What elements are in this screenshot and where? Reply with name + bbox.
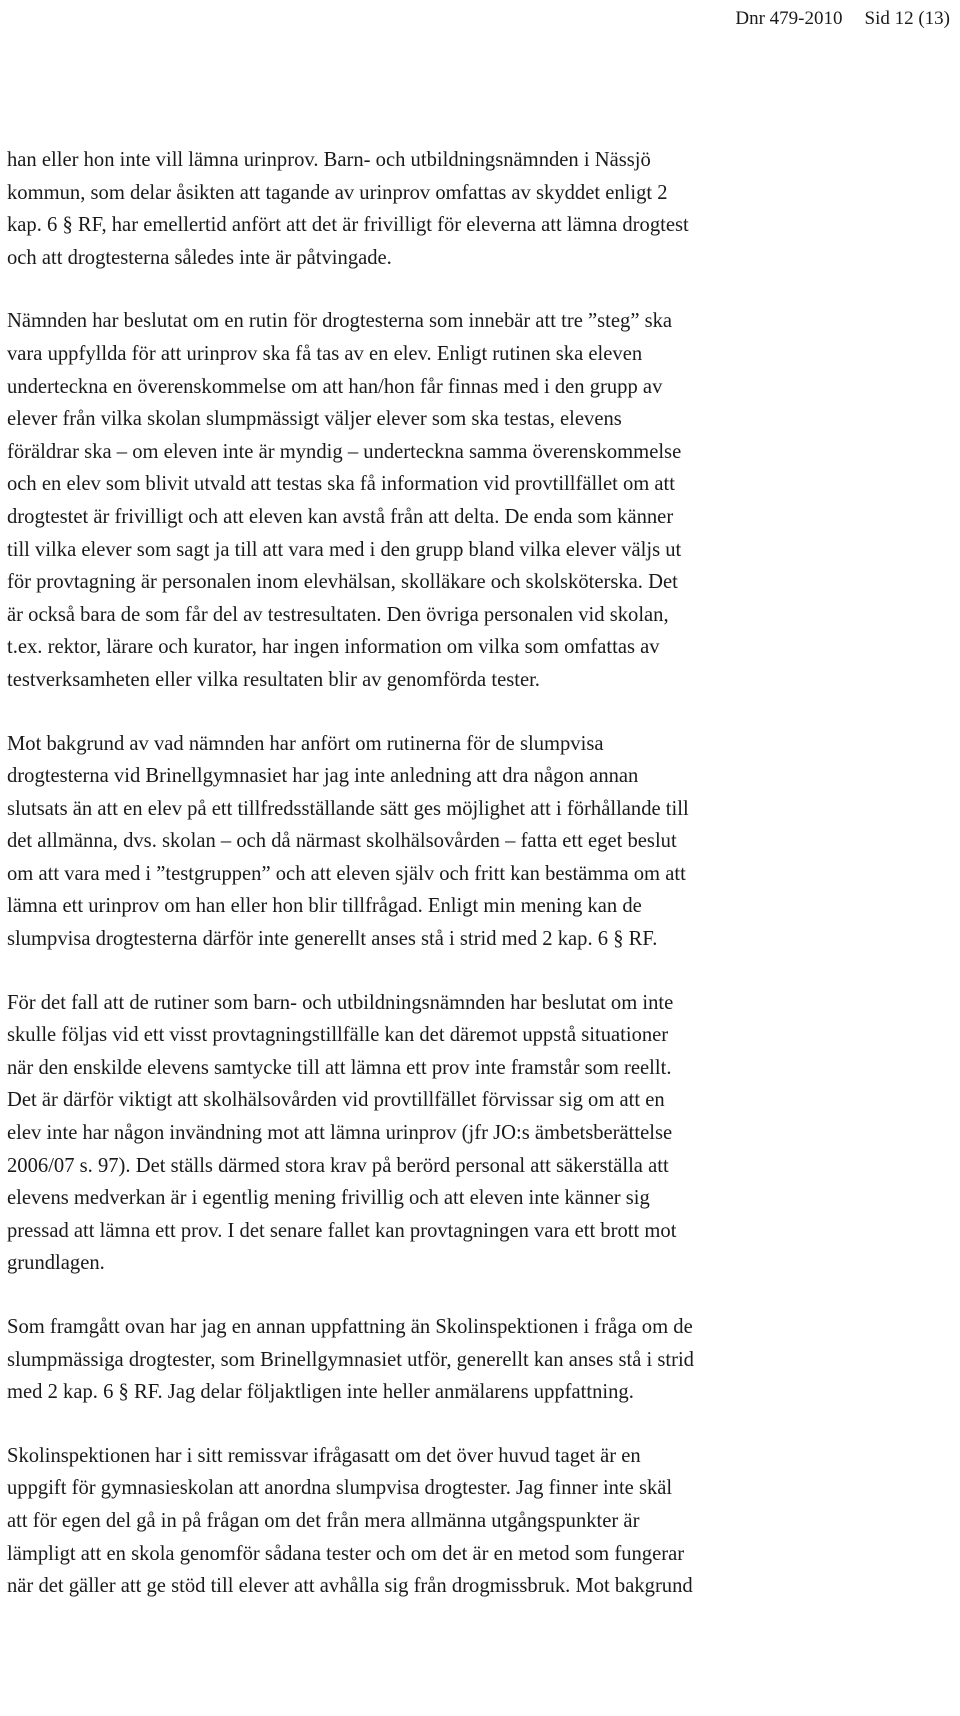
page-header <box>735 6 950 32</box>
text-line: elev inte har någon invändning mot att lämna urinprov (jfr JO:s ämbetsberättelse <box>7 1122 673 1145</box>
text-line: uppgift för gymnasieskolan att anordna slumpvisa drogtester. Jag finner inte skäl <box>7 1477 673 1500</box>
text-line: kommun, som delar åsikten att tagande av urinprov omfattas av skyddet enligt 2 <box>7 181 668 204</box>
paragraph <box>7 728 877 956</box>
text-line: skulle följas vid ett visst provtagningstillfälle kan det däremot uppstå situationer <box>7 1024 669 1047</box>
text-line: grundlagen. <box>7 1252 105 1275</box>
text-line: att för egen del gå in på frågan om det från mera allmänna utgångspunkter är <box>7 1509 640 1532</box>
text-line: Mot bakgrund av vad nämnden har anfört om rutinerna för de slumpvisa <box>7 732 604 755</box>
paragraph <box>7 1440 877 1603</box>
text-line: slutsats än att en elev på ett tillfredsställande sätt ges möjlighet att i förhållande till <box>7 797 689 820</box>
text-line: det allmänna, dvs. skolan – och då närmast skolhälsovården – fatta ett eget beslut <box>7 830 677 853</box>
text-line: elevens medverkan är i egentlig mening frivillig och att eleven inte känner sig <box>7 1187 650 1210</box>
text-line: elever från vilka skolan slumpmässigt väljer elever som ska testas, elevens <box>7 408 622 431</box>
document-number: Dnr 479-2010 <box>735 8 843 29</box>
text-line: Skolinspektionen har i sitt remissvar ifrågasatt om det över huvud taget är en <box>7 1444 641 1467</box>
text-line: Det är därför viktigt att skolhälsovården vid provtillfället förvissar sig om att en <box>7 1089 665 1112</box>
document-body <box>7 144 877 1634</box>
text-line: 2006/07 s. 97). Det ställs därmed stora krav på berörd personal att säkerställa att <box>7 1154 669 1177</box>
text-line: och att drogtesterna således inte är påtvingade. <box>7 246 392 269</box>
text-line: lämna ett urinprov om han eller hon blir tillfrågad. Enligt min mening kan de <box>7 895 642 918</box>
text-line: han eller hon inte vill lämna urinprov. Barn- och utbildningsnämnden i Nässjö <box>7 149 651 171</box>
text-line: för provtagning är personalen inom elevhälsan, skolläkare och skolsköterska. Det <box>7 571 678 594</box>
text-line: och en elev som blivit utvald att testas ska få information vid provtillfället om att <box>7 473 675 496</box>
text-line: t.ex. rektor, lärare och kurator, har ingen information om vilka som omfattas av <box>7 636 660 659</box>
text-line: Som framgått ovan har jag en annan uppfattning än Skolinspektionen i fråga om de <box>7 1316 693 1338</box>
text-line: pressad att lämna ett prov. I det senare fallet kan provtagningen vara ett brott mot <box>7 1219 677 1242</box>
paragraph <box>7 144 877 274</box>
paragraph <box>7 987 877 1280</box>
text-line: drogtestet är frivilligt och att eleven kan avstå från att delta. De enda som känner <box>7 505 674 528</box>
text-line: underteckna en överenskommelse om att han/hon får finnas med i den grupp av <box>7 375 663 398</box>
text-line: vara uppfyllda för att urinprov ska få tas av en elev. Enligt rutinen ska eleven <box>7 342 643 365</box>
text-line: Nämnden har beslutat om en rutin för drogtesterna som innebär att tre ”steg” ska <box>7 310 673 333</box>
paragraph <box>7 1311 877 1409</box>
text-line: är också bara de som får del av testresultaten. Den övriga personalen vid skolan, <box>7 603 669 626</box>
text-line: föräldrar ska – om eleven inte är myndig – underteckna samma överenskommelse <box>7 440 682 463</box>
text-line: med 2 kap. 6 § RF. Jag delar följaktligen inte heller anmälarens uppfattning. <box>7 1381 634 1404</box>
page-number: Sid 12 (13) <box>864 8 950 29</box>
text-line: För det fall att de rutiner som barn- och utbildningsnämnden har beslutat om inte <box>7 991 674 1014</box>
text-line: drogtesterna vid Brinellgymnasiet har jag inte anledning att dra någon annan <box>7 765 639 788</box>
text-line: när det gäller att ge stöd till elever att avhålla sig från drogmissbruk. Mot bakgrund <box>7 1575 693 1598</box>
text-line: kap. 6 § RF, har emellertid anfört att det är frivilligt för eleverna att lämna drogtest <box>7 214 689 237</box>
text-line: när den enskilde elevens samtycke till att lämna ett prov inte framstår som reellt. <box>7 1056 672 1079</box>
text-line: slumpmässiga drogtester, som Brinellgymnasiet utför, generellt kan anses stå i strid <box>7 1348 694 1371</box>
text-line: om att vara med i ”testgruppen” och att eleven själv och fritt kan bestämma om att <box>7 862 686 885</box>
text-line: slumpvisa drogtesterna därför inte generellt anses stå i strid med 2 kap. 6 § RF. <box>7 928 658 951</box>
paragraph <box>7 305 877 696</box>
text-line: lämpligt att en skola genomför sådana tester och om det är en metod som fungerar <box>7 1542 685 1565</box>
text-line: testverksamheten eller vilka resultaten blir av genomförda tester. <box>7 668 540 691</box>
text-line: till vilka elever som sagt ja till att vara med i den grupp bland vilka elever väljs ut <box>7 538 682 561</box>
